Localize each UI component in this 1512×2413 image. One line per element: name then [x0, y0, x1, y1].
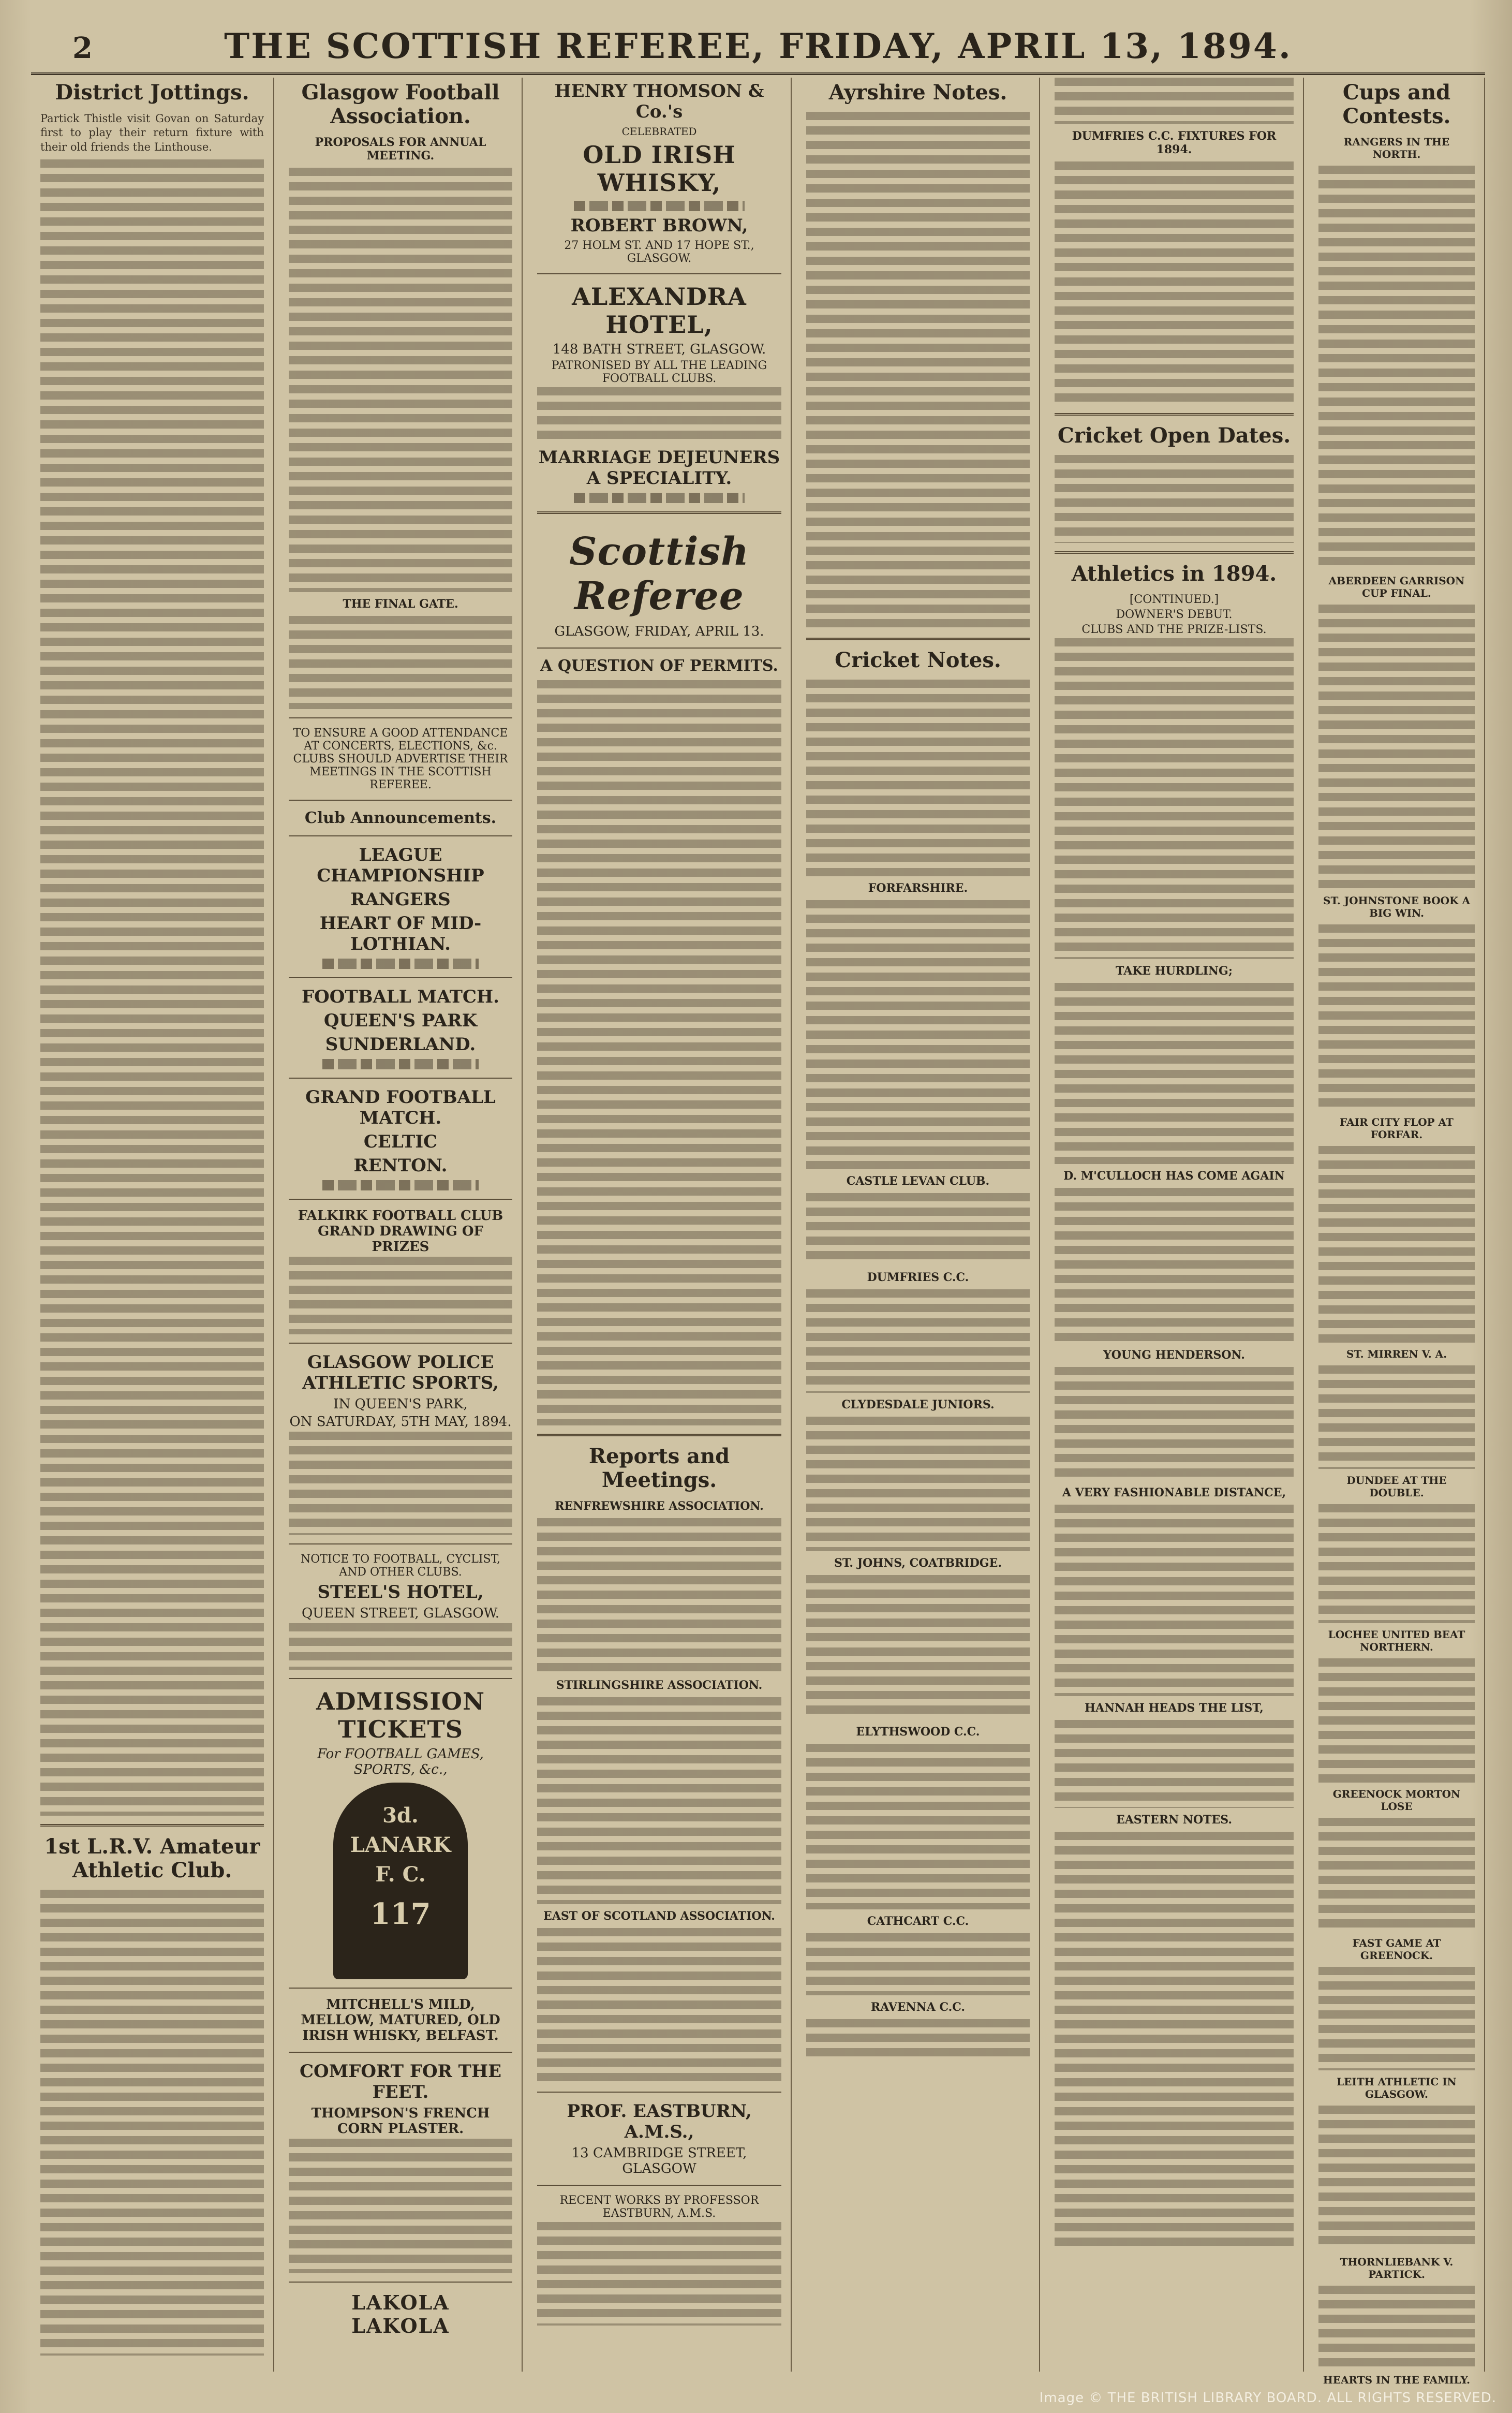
stirling-body	[537, 1697, 781, 1904]
heading-lrv-athletic: 1st L.R.V. Amateur Athletic Club.	[44, 1834, 260, 1882]
fair-city-head: FAIR CITY FLOP AT FORFAR.	[1340, 1116, 1454, 1141]
agent-address: 27 HOLM ST. AND 17 HOPE ST., GLASGOW.	[564, 239, 754, 265]
stirling-head: STIRLINGSHIRE ASSOCIATION.	[556, 1679, 763, 1692]
elythswood-head: ELYTHSWOOD C.C.	[856, 1725, 980, 1739]
dumfries-body	[806, 1289, 1030, 1393]
leith-body	[1318, 2106, 1475, 2250]
leith-head: LEITH ATHLETIC IN GLASGOW.	[1337, 2076, 1457, 2100]
police-venue: IN QUEEN'S PARK,	[333, 1396, 468, 1412]
final-gate-body	[289, 616, 512, 709]
heading-cups-contests: Cups and Contests.	[1342, 80, 1451, 128]
tickets-sub: For FOOTBALL GAMES, SPORTS, &c.,	[317, 1746, 484, 1777]
filler	[322, 959, 479, 969]
paper-nameplate: Scottish Referee	[569, 529, 749, 619]
ad-falkirk	[289, 1208, 512, 1334]
ad-admission-tickets	[289, 1687, 512, 1979]
thornliebank-head: THORNLIEBANK V. PARTICK.	[1340, 2256, 1454, 2280]
notice-clubs: NOTICE TO FOOTBALL, CYCLIST, AND OTHER CLUBS.	[300, 1553, 501, 1579]
heading-district-jottings: District Jottings.	[55, 80, 249, 105]
falkirk-body	[289, 1257, 512, 1334]
fixtures-head: DUMFRIES C.C. FIXTURES FOR 1894.	[1072, 129, 1277, 156]
clydesdale-head: CLYDESDALE JUNIORS.	[841, 1398, 995, 1411]
rule	[289, 1343, 512, 1344]
lakola-line-1: LAKOLA	[351, 2291, 450, 2314]
cathcart-head: CATHCART C.C.	[867, 1915, 969, 1928]
elythswood-body	[806, 1744, 1030, 1909]
ad-steels-hotel	[289, 1553, 512, 1670]
athletics-body-5	[1055, 1505, 1294, 1696]
section-divider	[40, 1824, 264, 1827]
eastburn-works: RECENT WORKS BY PROFESSOR EASTBURN, A.M.S.	[559, 2194, 759, 2220]
column-5-intro	[1055, 78, 1294, 124]
rule	[289, 1078, 512, 1079]
column-ayrshire-cricket	[797, 78, 1040, 2372]
column-athletics	[1045, 78, 1304, 2372]
filler	[322, 1180, 479, 1190]
lochee-body	[1318, 1658, 1475, 1783]
image-credit: Image © THE BRITISH LIBRARY BOARD. ALL RIGHTS RESERVED.	[1039, 2390, 1496, 2406]
heading-ayrshire-notes: Ayrshire Notes.	[828, 80, 1007, 105]
reports-head: Reports and Meetings.	[588, 1444, 730, 1492]
henderson-head: YOUNG HENDERSON.	[1103, 1348, 1245, 1362]
clydesdale-body	[806, 1417, 1030, 1551]
police-title: GLASGOW POLICE ATHLETIC SPORTS,	[302, 1352, 499, 1393]
proposals-body	[289, 168, 512, 592]
steels-address: QUEEN STREET, GLASGOW.	[301, 1606, 500, 1621]
st-johnstone-body	[1318, 924, 1475, 1111]
league-title: LEAGUE CHAMPIONSHIP	[317, 845, 484, 886]
henry-thomson-name: HENRY THOMSON & Co.'s	[554, 81, 764, 122]
ad-notice	[289, 727, 512, 791]
athletics-body-2	[1055, 983, 1294, 1164]
police-date: ON SATURDAY, 5TH MAY, 1894.	[289, 1414, 512, 1430]
ravenna-head: RAVENNA C.C.	[870, 2000, 966, 2014]
comfort-body	[289, 2139, 512, 2273]
queens-park-name: QUEEN'S PARK	[323, 1010, 478, 1031]
castle-head: CASTLE LEVAN CLUB.	[846, 1174, 990, 1188]
fast-game-head: FAST GAME AT GREENOCK.	[1352, 1937, 1441, 1962]
agent-name: ROBERT BROWN,	[570, 215, 748, 236]
ad-alexandra-hotel	[537, 283, 781, 503]
ad-celtic-renton	[289, 1087, 512, 1190]
masthead	[31, 10, 1485, 75]
cricket-dates-body	[1055, 455, 1294, 543]
athletics-body-6	[1055, 1720, 1294, 1808]
mitchells-text: MITCHELL'S MILD, MELLOW, MATURED, OLD IRISH WHISKY, BELFAST.	[301, 1997, 500, 2043]
heading-cricket-open-dates: Cricket Open Dates.	[1057, 423, 1291, 448]
column-cups-contests	[1309, 78, 1485, 2386]
athletics-body-3	[1055, 1188, 1294, 1343]
greenock-body	[1318, 1818, 1475, 1932]
police-body	[289, 1432, 512, 1535]
district-jottings-lead: Partick Thistle visit Govan on Saturday first to play their return fixture with their old friends the Linthouse.	[40, 112, 264, 153]
lakola-line-2: LAKOLA	[351, 2314, 450, 2337]
falkirk-title: FALKIRK FOOTBALL CLUB GRAND DRAWING OF PRIZES	[298, 1208, 503, 1255]
st-mirren-body	[1318, 1365, 1475, 1469]
column-district-jottings	[31, 78, 274, 2372]
rule	[537, 2092, 781, 2093]
east-body	[537, 1928, 781, 2083]
hotel-address: 148 BATH STREET, GLASGOW.	[552, 342, 766, 357]
heading-athletics: Athletics in 1894.	[1071, 562, 1277, 586]
rangers-north-head: RANGERS IN THE NORTH.	[1343, 136, 1450, 160]
ad-henry-thomson	[537, 81, 781, 265]
rule	[289, 800, 512, 801]
fixtures-table	[1055, 161, 1294, 405]
hotel-name: ALEXANDRA HOTEL,	[572, 283, 747, 339]
club-announcements-head: Club Announcements.	[304, 809, 497, 827]
hearts-family-head: HEARTS IN THE FAMILY.	[1323, 2374, 1471, 2386]
heading-cricket-notes: Cricket Notes.	[835, 648, 1001, 672]
east-head: EAST OF SCOTLAND ASSOCIATION.	[543, 1909, 775, 1923]
football-match-title: FOOTBALL MATCH.	[302, 987, 499, 1007]
ad-league-championship	[289, 845, 512, 969]
eastburn-body	[537, 2222, 781, 2326]
mcculloch-head: D. M'CULLOCH HAS COME AGAIN	[1063, 1169, 1285, 1183]
ticket-fc: F. C.	[375, 1862, 426, 1887]
rule	[289, 2052, 512, 2053]
hotel-body	[537, 387, 781, 444]
dejeuners-text: MARRIAGE DEJEUNERS A SPECIALITY.	[538, 447, 780, 489]
rule	[1055, 551, 1294, 554]
tickets-title: ADMISSION TICKETS	[316, 1687, 485, 1743]
dundee-head: DUNDEE AT THE DOUBLE.	[1346, 1474, 1447, 1499]
rule	[289, 1678, 512, 1679]
rule	[1055, 413, 1294, 416]
ad-police-sports	[289, 1352, 512, 1535]
rule	[289, 1199, 512, 1200]
notice-text: TO ENSURE A GOOD ATTENDANCE AT CONCERTS, ELECTIONS, &c. CLUBS SHOULD ADVERTISE THEIR MEETINGS IN THE SCOTTISH REFEREE.	[293, 727, 508, 791]
cathcart-body	[806, 1933, 1030, 1995]
rule	[289, 835, 512, 836]
steels-body	[289, 1623, 512, 1670]
ticket-number: 117	[370, 1897, 431, 1931]
rule	[289, 1988, 512, 1989]
ad-comfort-feet	[289, 2061, 512, 2273]
ravenna-body	[806, 2019, 1030, 2061]
athletics-downer: DOWNER'S DEBUT.	[1116, 608, 1233, 621]
rule	[537, 648, 781, 649]
rule	[537, 1434, 781, 1436]
editorial-head: A QUESTION OF PERMITS.	[540, 657, 778, 675]
heading-glasgow-fa: Glasgow Football Association.	[301, 80, 500, 128]
plaster-name: THOMPSON'S FRENCH CORN PLASTER.	[311, 2106, 490, 2137]
dundee-body	[1318, 1504, 1475, 1623]
ad-lakola	[289, 2291, 512, 2337]
newspaper-title: THE SCOTTISH REFEREE, FRIDAY, APRIL 13, 1894.	[224, 26, 1292, 66]
eastburn-name: PROF. EASTBURN, A.M.S.,	[567, 2101, 752, 2142]
st-johns-head: ST. JOHNS, COATBRIDGE.	[834, 1556, 1002, 1570]
athletics-body-4	[1055, 1367, 1294, 1481]
ad-mitchells	[289, 1997, 512, 2043]
fast-game-body	[1318, 1967, 1475, 2070]
castle-body	[806, 1193, 1030, 1266]
rangers-north-body	[1318, 166, 1475, 569]
cricket-intro	[806, 680, 1030, 876]
hearts-name: HEART OF MID-LOTHIAN.	[319, 913, 482, 954]
forfar-body	[806, 900, 1030, 1169]
eastburn-address: 13 CAMBRIDGE STREET, GLASGOW	[571, 2145, 747, 2176]
athletics-continued: [CONTINUED.]	[1129, 593, 1219, 606]
athletics-body-1	[1055, 638, 1294, 959]
filler	[574, 201, 745, 211]
ad-eastburn	[537, 2101, 781, 2326]
ticket-club: LANARK	[350, 1833, 451, 1857]
lrv-athletic-body	[40, 1890, 264, 2356]
column-glasgow-fa	[279, 78, 523, 2372]
ticket-sample-image	[333, 1783, 468, 1979]
sunderland-name: SUNDERLAND.	[325, 1034, 476, 1055]
thornliebank-body	[1318, 2286, 1475, 2368]
filler	[322, 1059, 479, 1069]
fair-city-body	[1318, 1146, 1475, 1343]
forfar-head: FORFARSHIRE.	[868, 881, 968, 895]
grand-match-title: GRAND FOOTBALL MATCH.	[305, 1087, 496, 1128]
rule	[537, 511, 781, 514]
ticket-price: 3d.	[382, 1803, 419, 1828]
district-jottings-body	[40, 159, 264, 1816]
final-gate-subhead: THE FINAL GATE.	[343, 597, 458, 611]
aberdeen-body	[1318, 605, 1475, 889]
proposals-subhead: PROPOSALS FOR ANNUAL MEETING.	[315, 136, 486, 163]
aberdeen-head: ABERDEEN GARRISON CUP FINAL.	[1328, 575, 1465, 599]
lochee-head: LOCHEE UNITED BEAT NORTHERN.	[1328, 1628, 1465, 1653]
steels-name: STEEL'S HOTEL,	[317, 1582, 484, 1602]
renfrew-body	[537, 1518, 781, 1673]
comfort-title: COMFORT FOR THE FEET.	[299, 2061, 502, 2102]
hannah-head: HANNAH HEADS THE LIST,	[1085, 1701, 1264, 1715]
st-johnstone-head: ST. JOHNSTONE BOOK A BIG WIN.	[1323, 894, 1470, 919]
renton-name: RENTON.	[353, 1155, 448, 1176]
paper-dateline: GLASGOW, FRIDAY, APRIL 13.	[554, 624, 764, 639]
filler	[574, 493, 745, 503]
distance-head: A VERY FASHIONABLE DISTANCE,	[1062, 1486, 1286, 1499]
renfrew-head: RENFREWSHIRE ASSOCIATION.	[555, 1499, 764, 1513]
page-number: 2	[72, 31, 93, 65]
celebrated-label: CELEBRATED	[621, 125, 697, 138]
rule	[289, 977, 512, 978]
rule	[537, 2185, 781, 2186]
st-johns-body	[806, 1575, 1030, 1720]
editorial-body	[537, 680, 781, 1425]
hurdling-head: TAKE HURDLING;	[1116, 964, 1233, 978]
rule	[289, 2282, 512, 2283]
eastern-head: EASTERN NOTES.	[1116, 1813, 1233, 1827]
rule	[537, 273, 781, 274]
rule	[806, 638, 1030, 640]
celtic-name: CELTIC	[363, 1131, 438, 1152]
column-editorial	[528, 78, 792, 2372]
whisky-name: OLD IRISH WHISKY,	[583, 141, 736, 197]
st-mirren-head: ST. MIRREN V. A.	[1346, 1348, 1447, 1360]
dumfries-head: DUMFRIES C.C.	[867, 1271, 969, 1284]
rule	[289, 717, 512, 718]
ad-queens-park-sunderland	[289, 987, 512, 1069]
rangers-name: RANGERS	[350, 889, 451, 910]
athletics-body-7	[1055, 1832, 1294, 2246]
ayrshire-body	[806, 112, 1030, 629]
hotel-note: PATRONISED BY ALL THE LEADING FOOTBALL CLUBS.	[551, 359, 767, 385]
greenock-head: GREENOCK MORTON LOSE	[1332, 1788, 1461, 1813]
rule	[289, 1543, 512, 1544]
athletics-clubs: CLUBS AND THE PRIZE-LISTS.	[1081, 623, 1267, 636]
